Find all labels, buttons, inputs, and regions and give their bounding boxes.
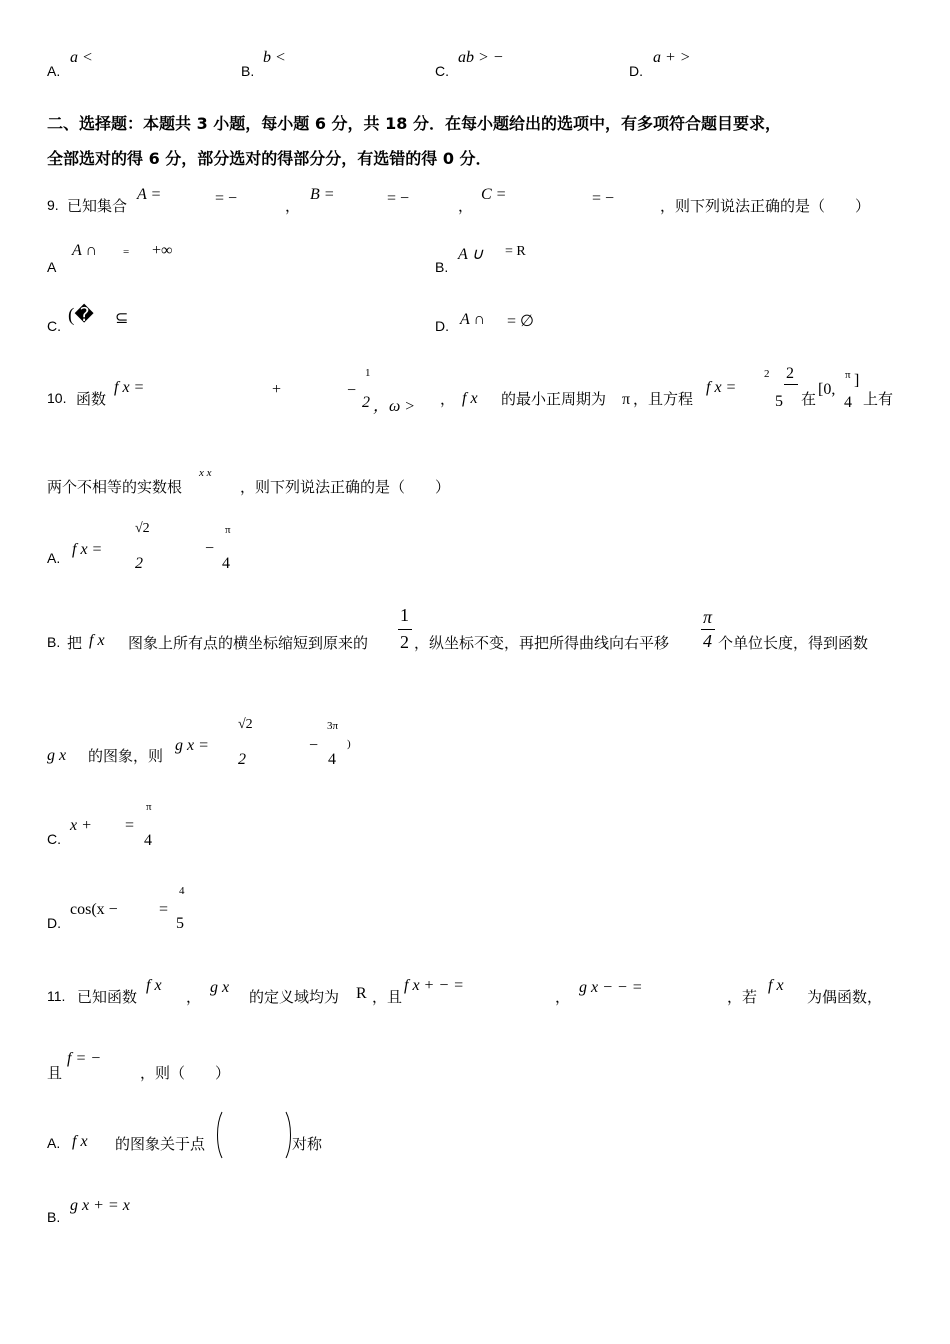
q10-option-b-shift-num: π [703,607,713,627]
q9-option-a-label: A [47,259,57,275]
q11-option-a-tail: 对称 [292,1135,323,1153]
q11-fx2: f x [768,977,784,994]
q10-option-b-close: ) [347,738,351,750]
q10-option-c-eq: = [125,817,135,834]
q9-option-c-label: C. [47,318,61,334]
q10-option-c-label: C. [47,831,61,847]
q11-gx: g x [210,979,230,996]
q11-line2-text: 且 [47,1064,63,1082]
q10-option-b-den: 2 [238,751,246,768]
q10-option-a-minus: − [205,540,215,557]
q11-domain-text: 的定义域均为 [249,988,340,1006]
q8-option-d-math: a + > [653,49,691,66]
q11-line2-tail: ，则（ ） [140,1064,231,1082]
q9-option-b-eq: = R [505,244,526,259]
q10-comma: ， [440,390,456,408]
q9-option-d-math: A ∩ [460,311,486,328]
q9-option-a-inf: +∞ [152,242,173,259]
q11-comma2: ， [555,988,571,1006]
q9-option-a-math: A ∩ [72,242,98,259]
q11-cond: f = − [67,1050,102,1067]
q11-even-text: 为偶函数， [807,988,883,1006]
q10-period-text: 的最小正周期为 [501,390,607,408]
q10-option-b-text4: 个单位长度，得到函数 [718,634,869,652]
q9-option-d-empty: = ∅ [507,313,534,330]
q11-option-b-label: B. [47,1209,61,1225]
q10-rhs-bar [784,384,798,385]
q10-option-b-text5: 的图象，则 [88,747,164,765]
q11-and-text: ，且 [372,988,403,1006]
q8-option-c-label: C. [435,63,449,79]
section2-instruction-line1: 二、选择题：本题共 3 小题，每小题 6 分，共 18 分．在每小题给出的选项中，有多项符合题目要求， [47,114,781,133]
q11-option-a-fx: f x [72,1133,88,1150]
q10-option-b-gx: g x [47,747,67,764]
q10-option-b-half-bar [398,629,412,630]
q11-option-b-math: g x + = x [70,1197,130,1214]
q10-line2-tail: ，则下列说法正确的是（ ） [240,478,451,496]
q10-option-a-small-den: 4 [222,555,230,572]
q10-interval-num: π [845,369,851,381]
q9-comma-2: ， [458,197,474,215]
q9-set-c: C = [481,186,507,203]
q10-option-b-half-den: 2 [400,632,409,652]
q8-option-a-math: a < [70,49,93,66]
q10-fx2: f x [462,390,478,407]
q10-option-d-eq: = [159,901,169,918]
q10-rhs-den: 5 [775,393,783,410]
q10-option-a-fx: f x = [72,541,103,558]
q11-comma: ， [186,988,202,1006]
q10-on-text: 上有 [863,390,894,408]
q9-option-b-label: B. [435,259,449,275]
q11-option-a-point-bracket [214,1110,294,1160]
q10-option-b-shift-den: 4 [703,631,712,651]
q10-option-c-math: x + [70,817,92,834]
q11-R: R [356,985,367,1002]
q9-option-c-subset: ⊆ [115,310,129,327]
q10-minus: − [347,382,357,399]
q10-lead: 函数 [76,390,107,408]
q11-number: 11. [47,988,66,1004]
q10-option-a-small-num: π [225,524,231,536]
q11-fx: f x [146,977,162,994]
q11-option-a-text: 的图象关于点 [115,1135,206,1153]
q9-tail: ，则下列说法正确的是（ ） [660,197,871,215]
q10-option-b-small-den: 4 [328,751,336,768]
q10-option-b-label: B. [47,634,61,650]
q10-half-den: 2 [362,394,370,411]
q10-option-b-fx: f x [89,632,105,649]
q10-option-b-small-num: 3π [327,720,339,732]
q10-interval-close: ] [854,372,860,389]
q10-option-d-label: D. [47,915,61,931]
q10-rhs-num: 2 [764,368,770,380]
q10-roots: x x [199,467,212,479]
q10-omega: ，ω > [373,398,416,415]
q10-in-text: 在 [801,390,817,408]
q10-option-c-small-num: π [146,801,152,813]
q10-option-b-half-num: 1 [400,605,409,625]
q10-option-c-small-den: 4 [144,832,152,849]
q10-option-b-text1: 把 [67,634,83,652]
q10-half-num: 1 [365,367,371,379]
q9-comma-1: ， [285,197,301,215]
q9-set-c-body: = − [592,190,615,207]
q9-set-b: B = [310,186,335,203]
q9-option-c-math: (� [68,305,94,326]
q8-option-a-label: A. [47,63,61,79]
q10-interval-den: 4 [844,394,852,411]
q9-lead: 已知集合 [67,197,128,215]
q10-option-d-small-den: 5 [176,915,184,932]
q10-line2-text: 两个不相等的实数根 [47,478,183,496]
q11-lead: 已知函数 [77,988,138,1006]
q10-fx: f x = [114,379,145,396]
q10-option-b-gx2: g x = [175,737,209,754]
q10-rhs-top: 2 [786,365,794,382]
q10-option-b-text2: 图象上所有点的横坐标缩短到原来的 [128,634,369,652]
q9-number: 9. [47,197,59,213]
q10-pi: π [622,391,631,408]
q11-eq1: f x + − = [404,977,464,994]
q9-option-d-label: D. [435,318,449,334]
q10-option-d-math: cos(x − [70,901,118,918]
q10-option-b-minus: − [309,737,319,754]
q10-plus: + [272,381,282,398]
q10-interval: [0, [818,381,836,398]
q11-eq2: g x − − = [579,979,643,996]
q10-number: 10. [47,390,67,406]
q10-option-d-small-num: 4 [179,885,185,897]
q9-option-a-eq: = [123,246,130,258]
q10-option-a-num: √2 [135,521,150,536]
q8-option-c-math: ab > − [458,49,504,66]
q9-set-b-body: = − [387,190,410,207]
q8-option-b-label: B. [241,63,255,79]
q10-option-a-label: A. [47,550,61,566]
q10-option-b-shift-bar [701,629,715,630]
q9-set-a: A = [137,186,162,203]
q11-option-a-label: A. [47,1135,61,1151]
q9-option-b-math: A ∪ [458,246,484,263]
q10-option-a-den: 2 [135,555,143,572]
q8-option-d-label: D. [629,63,643,79]
q10-fx3: f x = [706,379,737,396]
q9-set-a-body: = − [215,190,238,207]
q10-option-b-text3: ，纵坐标不变，再把所得曲线向右平移 [414,634,670,652]
q10-equation-text: ，且方程 [633,390,694,408]
q11-if-text: ，若 [727,988,758,1006]
section2-instruction-line2: 全部选对的得 6 分，部分选对的得部分分，有选错的得 0 分． [47,149,492,168]
q10-option-b-num: √2 [238,717,253,732]
q8-option-b-math: b < [263,49,286,66]
